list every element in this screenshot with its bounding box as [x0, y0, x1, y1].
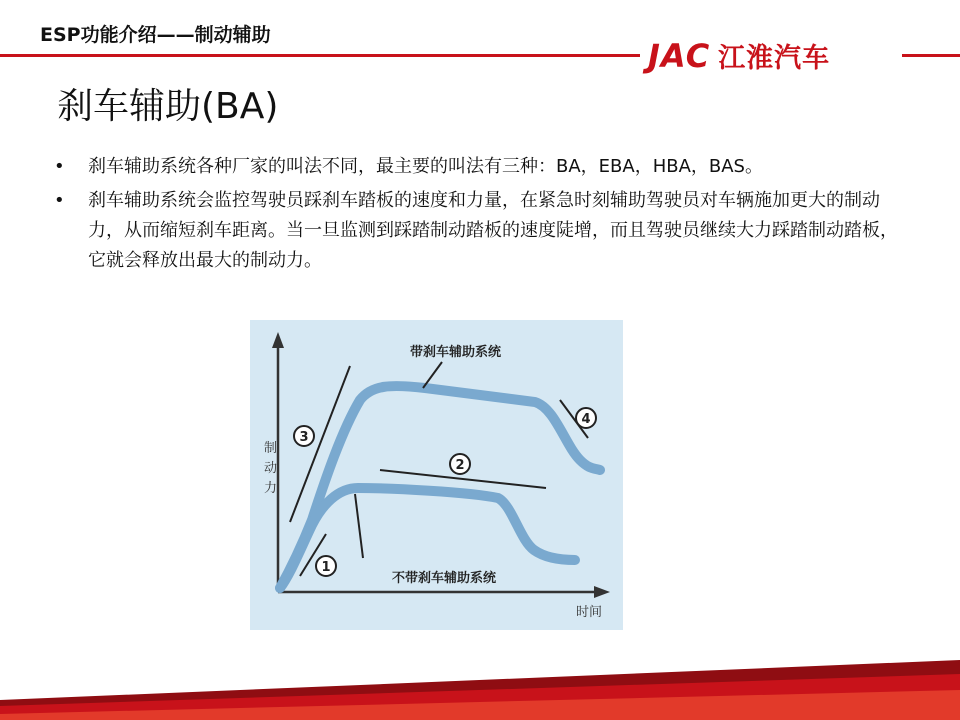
bullet-item: [48, 152, 908, 182]
marker-2-label: 2: [455, 458, 465, 473]
curve-without-ba-label: 不带刹车辅助系统: [392, 571, 497, 586]
bullet-list: [48, 152, 908, 280]
brake-assist-diagram: [250, 320, 623, 630]
y-axis-label-char: 制: [264, 441, 278, 456]
header-rule: [0, 54, 640, 57]
bullet-dot-icon: •: [54, 156, 65, 177]
y-axis-label-char: 动: [264, 461, 278, 476]
header-rule-right: [902, 54, 960, 57]
jac-logo: [648, 36, 830, 75]
diagram-svg: [250, 320, 623, 630]
y-axis-arrow-icon: [272, 332, 284, 348]
bullet-text: 刹车辅助系统会监控驾驶员踩刹车踏板的速度和力量，在紧急时刻辅助驾驶员对车辆施加更大的制动力，从而缩短刹车距离。当一旦监测到踩踏制动踏板的速度陡增，而且驾驶员继续大力踩踏制动踏板，它就会释放出最大的制动力。: [88, 190, 898, 271]
x-axis-arrow-icon: [594, 586, 610, 598]
y-axis-label-char: 力: [264, 481, 278, 496]
footer-band: [0, 660, 960, 720]
page-title: 刹车辅助(BA): [57, 86, 279, 127]
marker-3-label: 3: [299, 430, 309, 445]
bullet-item: [48, 186, 908, 276]
logo-brand: JAC: [648, 36, 711, 75]
logo-name: 江淮汽车: [718, 43, 831, 74]
header-title: ESP功能介绍——制动辅助: [40, 24, 271, 46]
bullet-text: 刹车辅助系统各种厂家的叫法不同，最主要的叫法有三种：BA，EBA，HBA，BAS。: [88, 156, 763, 177]
x-axis-label: 时间: [576, 605, 603, 620]
marker-1-label: 1: [321, 560, 331, 575]
bullet-dot-icon: •: [54, 190, 65, 211]
curve-with-ba-label: 带刹车辅助系统: [410, 345, 502, 360]
curve-without-ba-pointer: [355, 494, 363, 558]
marker-4-label: 4: [581, 412, 591, 427]
